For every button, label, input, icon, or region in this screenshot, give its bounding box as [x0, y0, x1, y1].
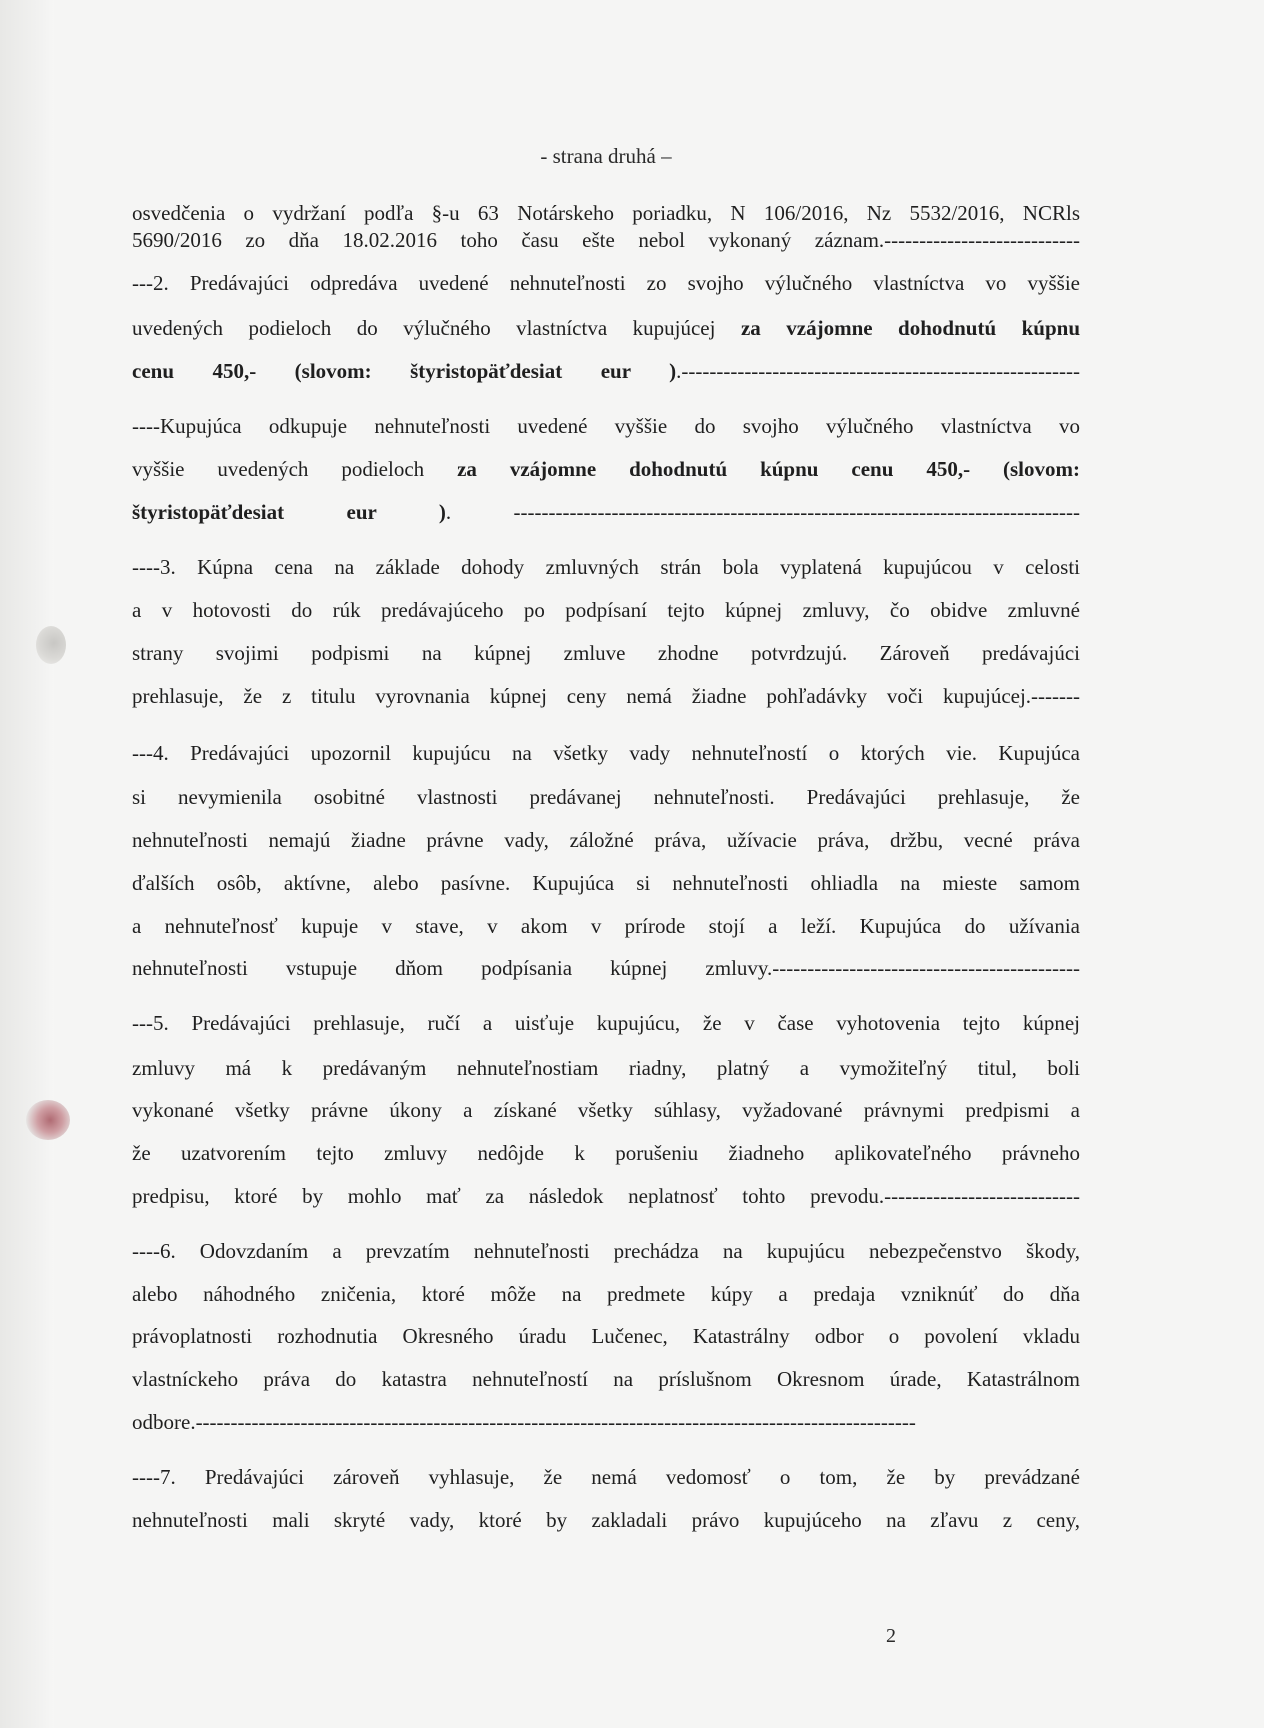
- document-line: strany svojimi podpismi na kúpnej zmluve zhodne potvrdzujú. Zároveň predávajúci: [132, 641, 1080, 665]
- punch-hole: [26, 1100, 70, 1140]
- document-line: ---5. Predávajúci prehlasuje, ručí a uisťuje kupujúcu, že v čase vyhotovenia tejto kúpnej: [132, 1011, 1080, 1035]
- page-number: 2: [886, 1625, 896, 1647]
- document-line: 5690/2016 zo dňa 18.02.2016 toho času ešte nebol vykonaný záznam.----------------------------: [132, 228, 1080, 252]
- document-line: a v hotovosti do rúk predávajúceho po podpísaní tejto kúpnej zmluvy, čo obidve zmluvné: [132, 598, 1080, 622]
- document-line: ---2. Predávajúci odpredáva uvedené nehnuteľnosti zo svojho výlučného vlastníctva vo vyššie: [132, 271, 1080, 295]
- document-line: vyššie uvedených podieloch za vzájomne dohodnutú kúpnu cenu 450,- (slovom:: [132, 457, 1080, 481]
- page-header: - strana druhá –: [540, 144, 672, 168]
- document-line: štyristopäťdesiat eur ). ---------------------------------------------------------------------------------: [132, 500, 1080, 524]
- document-line: nehnuteľnosti mali skryté vady, ktoré by zakladali právo kupujúceho na zľavu z ceny,: [132, 1508, 1080, 1532]
- document-line: nehnuteľnosti vstupuje dňom podpísania kúpnej zmluvy.--------------------------------------------: [132, 956, 1080, 980]
- document-line: odbore.-------------------------------------------------------------------------------------------------------: [132, 1410, 916, 1434]
- document-line: uvedených podieloch do výlučného vlastníctva kupujúcej za vzájomne dohodnutú kúpnu: [132, 316, 1080, 340]
- document-line: prehlasuje, že z titulu vyrovnania kúpnej ceny nemá žiadne pohľadávky voči kupujúcej.-------: [132, 684, 1080, 708]
- document-line: vlastníckeho práva do katastra nehnuteľností na príslušnom Okresnom úrade, Katastrálnom: [132, 1367, 1080, 1391]
- document-line: právoplatnosti rozhodnutia Okresného úradu Lučenec, Katastrálny odbor o povolení vkladu: [132, 1324, 1080, 1348]
- document-line: vykonané všetky právne úkony a získané všetky súhlasy, vyžadované právnymi predpismi a: [132, 1098, 1080, 1122]
- document-line: že uzatvorením tejto zmluvy nedôjde k porušeniu žiadneho aplikovateľného právneho: [132, 1141, 1080, 1165]
- document-line: ----3. Kúpna cena na základe dohody zmluvných strán bola vyplatená kupujúcou v celosti: [132, 555, 1080, 579]
- document-line: ----Kupujúca odkupuje nehnuteľnosti uvedené vyššie do svojho výlučného vlastníctva vo: [132, 414, 1080, 438]
- document-line: si nevymienila osobitné vlastnosti predávanej nehnuteľnosti. Predávajúci prehlasuje, že: [132, 785, 1080, 809]
- document-line: zmluvy má k predávaným nehnuteľnostiam riadny, platný a vymožiteľný titul, boli: [132, 1056, 1080, 1080]
- document-line: nehnuteľnosti nemajú žiadne právne vady, záložné práva, užívacie práva, držbu, vecné práva: [132, 828, 1080, 852]
- document-line: predpisu, ktoré by mohlo mať za následok neplatnosť tohto prevodu.----------------------------: [132, 1184, 1080, 1208]
- document-line: alebo náhodného zničenia, ktoré môže na predmete kúpy a predaja vzniknúť do dňa: [132, 1282, 1080, 1306]
- document-line: ----6. Odovzdaním a prevzatím nehnuteľnosti prechádza na kupujúcu nebezpečenstvo škody,: [132, 1239, 1080, 1263]
- document-line: ---4. Predávajúci upozornil kupujúcu na všetky vady nehnuteľností o ktorých vie. Kupujúca: [132, 741, 1080, 765]
- document-line: cenu 450,- (slovom: štyristopäťdesiat eur ).---------------------------------------------------------: [132, 359, 1080, 383]
- document-line: a nehnuteľnosť kupuje v stave, v akom v prírode stojí a leží. Kupujúca do užívania: [132, 914, 1080, 938]
- punch-hole: [36, 626, 66, 664]
- scan-left-edge: [0, 0, 54, 1728]
- document-line: ----7. Predávajúci zároveň vyhlasuje, že nemá vedomosť o tom, že by prevádzané: [132, 1465, 1080, 1489]
- document-page: [132, 0, 1080, 1728]
- document-line: ďalších osôb, aktívne, alebo pasívne. Kupujúca si nehnuteľnosti ohliadla na mieste samom: [132, 871, 1080, 895]
- document-line: osvedčenia o vydržaní podľa §-u 63 Notárskeho poriadku, N 106/2016, Nz 5532/2016, NCRls: [132, 201, 1080, 225]
